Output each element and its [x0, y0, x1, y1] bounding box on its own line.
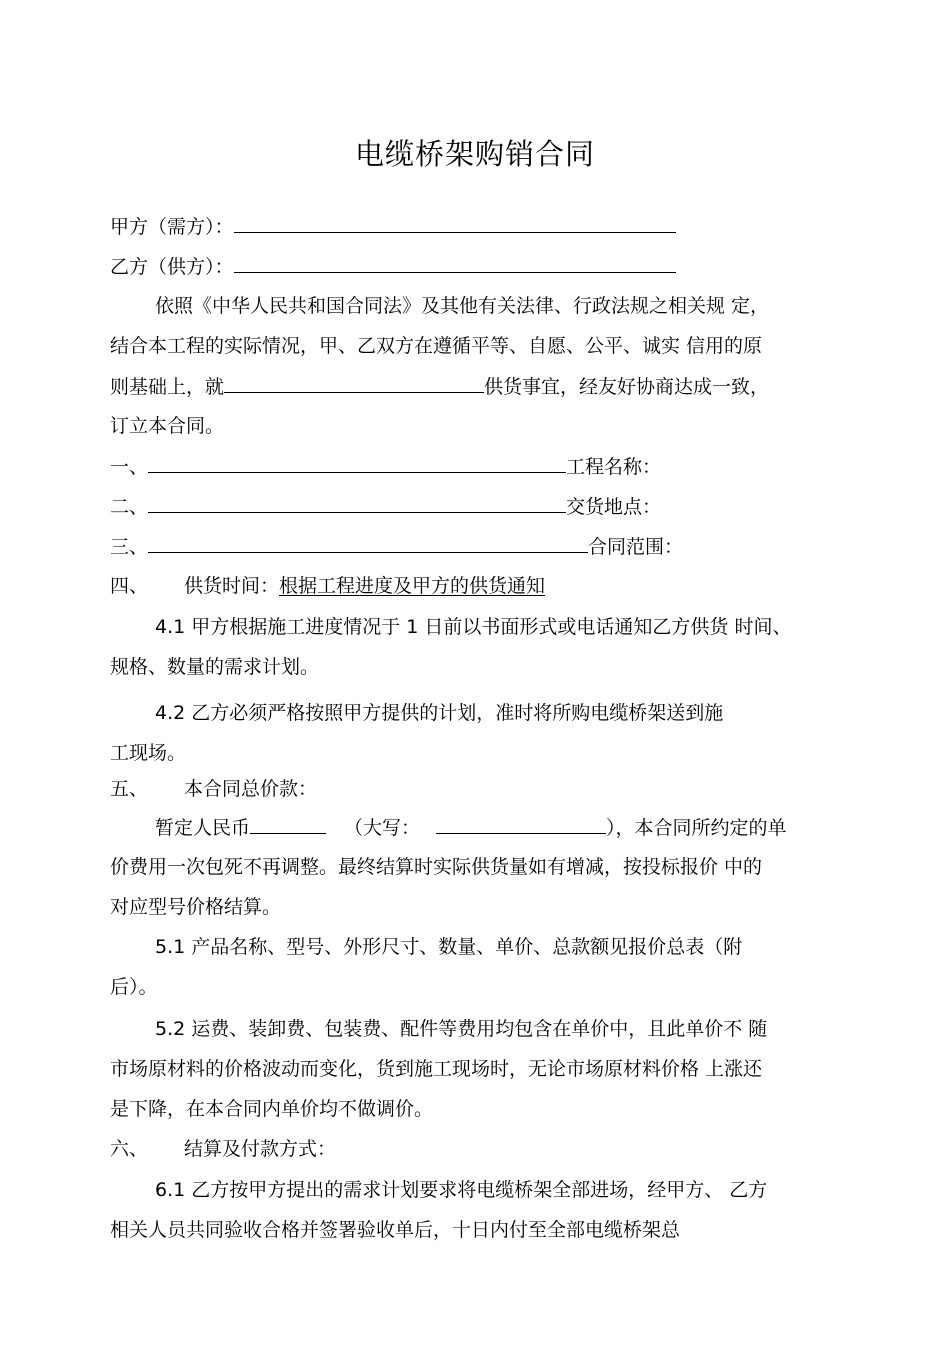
clause-5-1-line-1: 5.1 产品名称、型号、外形尺寸、数量、单价、总款额见报价总表（附 [155, 936, 743, 958]
section-6 [110, 1137, 336, 1161]
price-amount-blank [250, 815, 326, 834]
party-a-label: 甲方（需方）： [110, 216, 234, 238]
preamble-line-2: 结合本工程的实际情况，甲、乙双方在遵循平等、自愿、公平、诚实 信用的原 [110, 335, 763, 357]
section-5-number: 五、 [110, 778, 149, 800]
section-2-label: 交货地点： [566, 496, 662, 518]
party-a-blank [234, 214, 676, 233]
clause-5-2-line-3: 是下降，在本合同内单价均不做调价。 [110, 1098, 434, 1120]
section-4 [110, 574, 545, 598]
clause-4-2-line-1: 4.2 乙方必须严格按照甲方提供的计划，准时将所购电缆桥架送到施 [155, 702, 724, 724]
section-2 [110, 494, 661, 519]
section-2-number: 二、 [110, 496, 149, 518]
section-6-number: 六、 [110, 1138, 149, 1160]
clause-5-2-line-1: 5.2 运费、装卸费、包装费、配件等费用均包含在单价中，且此单价不 随 [155, 1018, 768, 1040]
document-title: 电缆桥架购销合同 [354, 137, 595, 171]
party-b-label: 乙方（供方）： [110, 256, 234, 278]
clause-5-1-line-2: 后）。 [110, 976, 158, 998]
price-rmb-label: 暂定人民币 [155, 817, 251, 839]
section-3-number: 三、 [110, 536, 149, 558]
party-a-line [110, 214, 676, 239]
clause-6-1-line-1: 6.1 乙方按甲方提出的需求计划要求将电缆桥架全部进场，经甲方、 乙方 [155, 1179, 768, 1201]
preamble-line-3 [110, 374, 769, 399]
section-3-blank [148, 534, 588, 553]
clause-6-1-line-2: 相关人员共同验收合格并签署验收单后，十日内付至全部电缆桥架总 [110, 1219, 681, 1241]
section-1 [110, 454, 661, 479]
section-3-label: 合同范围： [588, 536, 684, 558]
section-6-label: 结算及付款方式： [184, 1138, 337, 1160]
price-line-1 [155, 815, 787, 840]
section-4-label: 供货时间： [184, 575, 280, 597]
party-b-blank [234, 254, 676, 273]
section-4-value: 根据工程进度及甲方的供货通知 [279, 575, 546, 597]
preamble-line-4: 订立本合同。 [110, 415, 225, 437]
price-words-label: （大写： [344, 817, 421, 839]
section-5 [110, 777, 317, 801]
section-1-number: 一、 [110, 456, 149, 478]
section-2-blank [148, 494, 566, 513]
price-line-2: 价费用一次包死不再调整。最终结算时实际供货量如有增减，按投标报价 中的 [110, 856, 763, 878]
price-words-blank [436, 815, 606, 834]
section-3 [110, 534, 683, 559]
preamble-line-1: 依照《中华人民共和国合同法》及其他有关法律、行政法规之相关规 定， [155, 295, 770, 317]
preamble-line-3-end: 供货事宜，经友好协商达成一致， [484, 376, 770, 398]
project-blank [224, 374, 484, 393]
section-1-label: 工程名称： [566, 456, 662, 478]
price-line-3: 对应型号价格结算。 [110, 896, 282, 918]
section-5-label: 本合同总价款： [184, 778, 318, 800]
clause-4-1-line-2: 规格、数量的需求计划。 [110, 656, 320, 678]
section-4-number: 四、 [110, 575, 149, 597]
price-line-1-end: ），本合同所约定的单 [606, 817, 787, 839]
section-1-blank [148, 454, 566, 473]
party-b-line [110, 254, 676, 279]
clause-4-1-line-1: 4.1 甲方根据施工进度情况于 1 日前以书面形式或电话通知乙方供货 时间、 [155, 616, 792, 638]
clause-4-2-line-2: 工现场。 [110, 742, 187, 764]
clause-5-2-line-2: 市场原材料的价格波动而变化，货到施工现场时，无论市场原材料价格 上涨还 [110, 1058, 763, 1080]
preamble-line-3-start: 则基础上，就 [110, 376, 225, 398]
